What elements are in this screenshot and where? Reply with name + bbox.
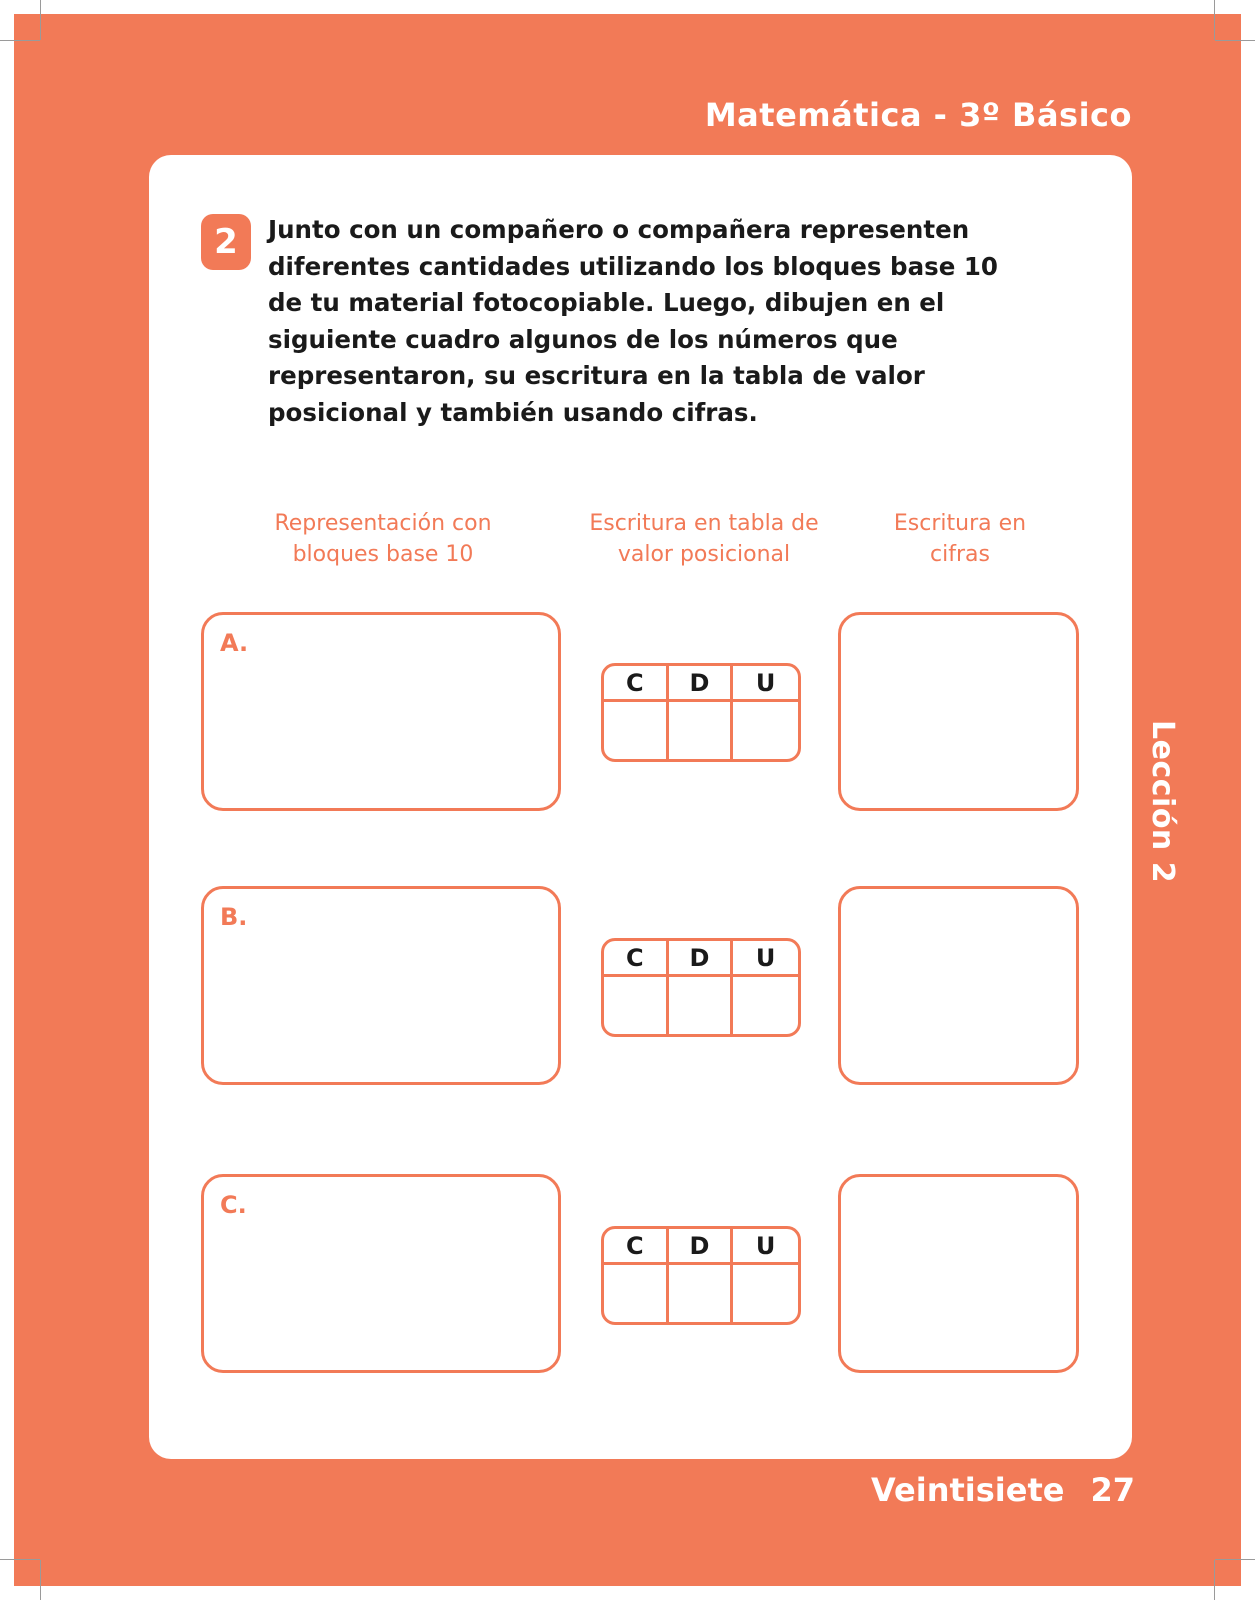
- column-header-place-value: Escritura en tabla de valor posicional: [589, 511, 819, 567]
- pv-input-d[interactable]: [669, 1265, 734, 1322]
- pv-header-u: U: [733, 666, 798, 702]
- crop-mark: [0, 40, 40, 41]
- pv-header-d: D: [669, 941, 734, 977]
- row-letter: B.: [220, 903, 248, 931]
- place-value-table-a: [601, 663, 801, 762]
- pv-header-c: C: [604, 941, 669, 977]
- pv-input-u[interactable]: [733, 702, 798, 759]
- page-number-word: Veintisiete: [871, 1471, 1065, 1509]
- lesson-side-tab: Lección 2: [1145, 720, 1180, 884]
- pv-input-c[interactable]: [604, 977, 669, 1034]
- page-header-title: Matemática - 3º Básico: [704, 96, 1132, 134]
- crop-mark: [1215, 40, 1255, 41]
- pv-header-u: U: [733, 941, 798, 977]
- figures-box-c[interactable]: [838, 1174, 1079, 1373]
- crop-mark: [1215, 1559, 1255, 1560]
- pv-header-u: U: [733, 1229, 798, 1265]
- pv-input-c[interactable]: [604, 702, 669, 759]
- pv-input-u[interactable]: [733, 977, 798, 1034]
- pv-input-c[interactable]: [604, 1265, 669, 1322]
- page-number: 27: [1090, 1471, 1135, 1509]
- representation-box-c[interactable]: [201, 1174, 561, 1373]
- activity-instruction: Junto con un compañero o compañera representen diferentes cantidades utilizando los bloques base 10 de tu material fotocopiable. Luego, dibujen en el siguiente cuadro algunos de los números que representaron, su escritura en la tabla de valor posicional y también usando cifras.: [268, 215, 998, 427]
- pv-input-d[interactable]: [669, 977, 734, 1034]
- row-letter: C.: [220, 1191, 247, 1219]
- activity-number-badge: 2: [201, 214, 251, 270]
- column-header-representation: Representación con bloques base 10: [274, 511, 492, 567]
- pv-header-c: C: [604, 1229, 669, 1265]
- representation-box-a[interactable]: [201, 612, 561, 811]
- pv-input-d[interactable]: [669, 702, 734, 759]
- crop-mark: [40, 1560, 41, 1600]
- place-value-table-c: [601, 1226, 801, 1325]
- figures-box-a[interactable]: [838, 612, 1079, 811]
- crop-mark: [0, 1559, 40, 1560]
- pv-header-d: D: [669, 1229, 734, 1265]
- crop-mark: [1214, 0, 1215, 40]
- pv-header-c: C: [604, 666, 669, 702]
- place-value-table-b: [601, 938, 801, 1037]
- pv-header-d: D: [669, 666, 734, 702]
- row-letter: A.: [220, 629, 249, 657]
- crop-mark: [1214, 1560, 1215, 1600]
- page-footer: [871, 1471, 1135, 1509]
- pv-input-u[interactable]: [733, 1265, 798, 1322]
- crop-mark: [40, 0, 41, 40]
- figures-box-b[interactable]: [838, 886, 1079, 1085]
- representation-box-b[interactable]: [201, 886, 561, 1085]
- column-header-figures: Escritura en cifras: [893, 511, 1027, 567]
